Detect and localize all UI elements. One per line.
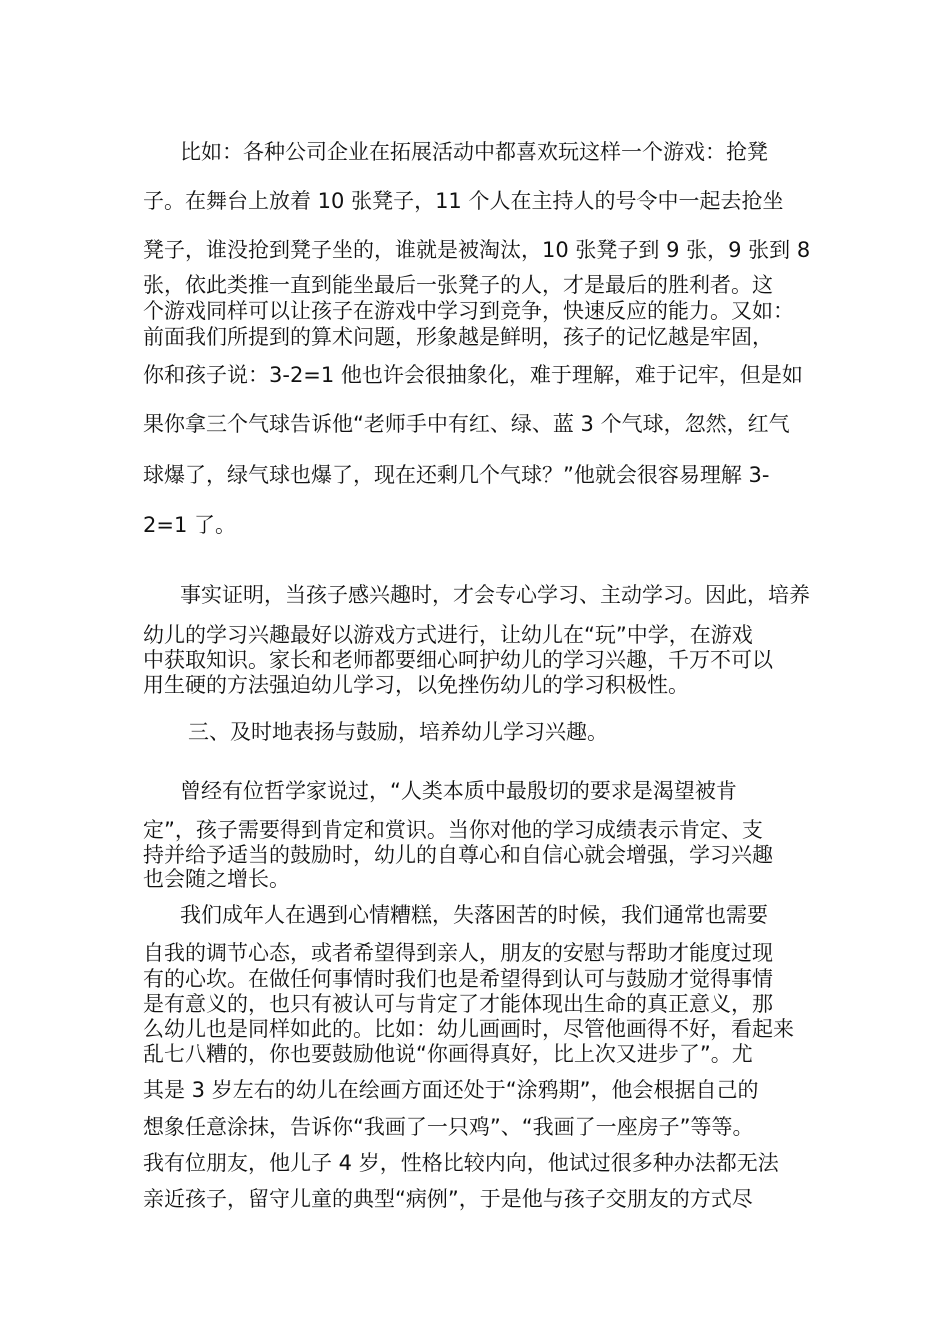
text-line: 果你拿三个气球告诉他“老师手中有红、绿、蓝 3 个气球，忽然，红气: [143, 412, 790, 436]
text-line: 亲近孩子，留守儿童的典型“病例”，于是他与孩子交朋友的方式尽: [143, 1187, 753, 1211]
text-line: 球爆了，绿气球也爆了，现在还剩几个气球？”他就会很容易理解 3-: [143, 463, 770, 487]
text-line: 用生硬的方法强迫幼儿学习，以免挫伤幼儿的学习积极性。: [143, 673, 689, 697]
text-line: 乱七八糟的，你也要鼓励他说“你画得真好，比上次又进步了”。尤: [143, 1042, 753, 1066]
text-line: 是有意义的，也只有被认可与肯定了才能体现出生命的真正意义，那: [143, 992, 773, 1016]
text-line: 定”，孩子需要得到肯定和赏识。当你对他的学习成绩表示肯定、支: [143, 818, 763, 842]
text-line: 自我的调节心态，或者希望得到亲人，朋友的安慰与帮助才能度过现: [143, 941, 773, 965]
text-line: 我们成年人在遇到心情糟糕，失落困苦的时候，我们通常也需要: [180, 903, 768, 927]
text-line: 比如：各种公司企业在拓展活动中都喜欢玩这样一个游戏：抢凳: [180, 140, 768, 164]
text-line: 个游戏同样可以让孩子在游戏中学习到竞争，快速反应的能力。又如：: [143, 299, 794, 323]
text-line: 么幼儿也是同样如此的。比如：幼儿画画时，尽管他画得不好，看起来: [143, 1017, 794, 1041]
text-line: 你和孩子说：3-2=1 他也许会很抽象化，难于理解，难于记牢，但是如: [143, 363, 803, 387]
text-line: 有的心坎。在做任何事情时我们也是希望得到认可与鼓励才觉得事情: [143, 967, 773, 991]
text-line: 前面我们所提到的算术问题，形象越是鲜明，孩子的记忆越是牢固，: [143, 325, 773, 349]
text-line: 曾经有位哲学家说过，“人类本质中最殷切的要求是渴望被肯: [180, 779, 737, 803]
text-line: 其是 3 岁左右的幼儿在绘画方面还处于“涂鸦期”，他会根据自己的: [143, 1078, 759, 1102]
text-line: 也会随之增长。: [143, 867, 290, 891]
text-line: 持并给予适当的鼓励时，幼儿的自尊心和自信心就会增强，学习兴趣: [143, 843, 773, 867]
text-line: 我有位朋友，他儿子 4 岁，性格比较内向，他试过很多种办法都无法: [143, 1151, 779, 1175]
text-line: 中获取知识。家长和老师都要细心呵护幼儿的学习兴趣，千万不可以: [143, 648, 773, 672]
text-line: 2=1 了。: [143, 513, 236, 537]
section-heading: 三、及时地表扬与鼓励，培养幼儿学习兴趣。: [188, 720, 608, 744]
text-line: 张，依此类推一直到能坐最后一张凳子的人，才是最后的胜利者。这: [143, 273, 773, 297]
text-line: 想象任意涂抹，告诉你“我画了一只鸡”、“我画了一座房子”等等。: [143, 1115, 754, 1139]
text-line: 幼儿的学习兴趣最好以游戏方式进行，让幼儿在“玩”中学，在游戏: [143, 623, 753, 647]
text-line: 事实证明，当孩子感兴趣时，才会专心学习、主动学习。因此，培养: [180, 583, 810, 607]
text-line: 子。在舞台上放着 10 张凳子，11 个人在主持人的号令中一起去抢坐: [143, 189, 784, 213]
text-line: 凳子，谁没抢到凳子坐的，谁就是被淘汰，10 张凳子到 9 张，9 张到 8: [143, 238, 811, 262]
